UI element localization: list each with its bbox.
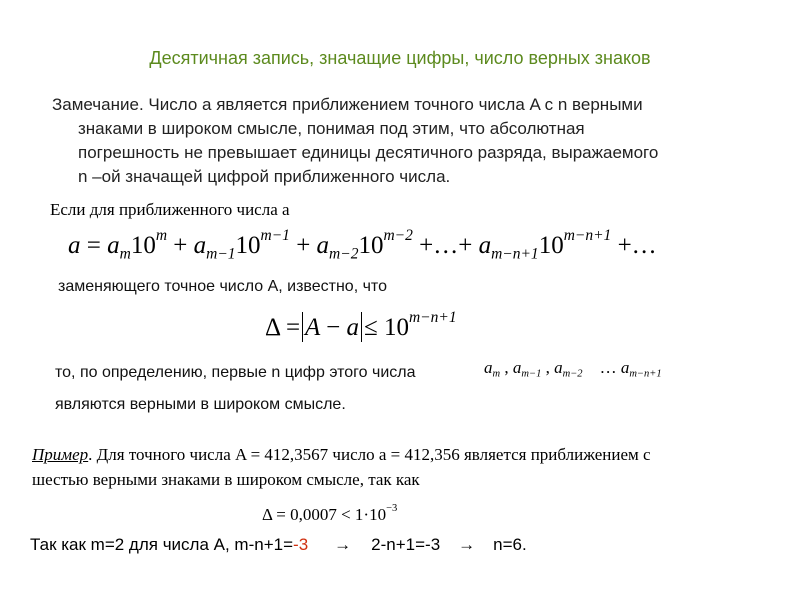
example-label: Пример [32,445,89,464]
are-text: являются верными в широком смысле. [55,396,346,413]
example-line-1 [32,445,651,465]
arrow-1-icon: → [334,535,352,554]
final-part-1: Так как m=2 для числа A, m-n+1= [30,535,294,554]
remark-line-2: знаками в широком смысле, понимая под этим, что абсолютная [78,119,585,138]
digits-list: $a_m$ , $a_{m-1}$ , $a_{m-2}$ … $a_{m-n+1}$ [484,358,662,380]
delta-inequality: $\Delta = A - a \le 10^{m-n+1}$ [265,308,457,341]
final-part-2: 2-n+1=-3 [371,535,441,554]
example-delta-text: Δ = 0,0007 < 1·10 [262,505,387,524]
slide-title: Десятичная запись, значащие цифры, число верных знаков [149,48,651,68]
remark-line-1: Замечание. Число a является приближением точного числа A с n верными [52,95,643,114]
remark-line-4: n –ой значащей цифрой приближенного числа. [78,167,451,186]
final-part-3: n=6. [493,535,527,554]
final-value: -3 [293,535,309,554]
if-text: Если для приближенного числа a [50,200,290,219]
example-delta [262,505,397,525]
replacing-text: заменяющего точное число A, известно, что [58,278,387,295]
then-text: то, по определению, первые n цифр этого числа [55,364,416,381]
expansion-formula: $a = a_m10^m + a_{m-1}10^{m-1} + a_{m-2}10^{m-2}$ +…+ $a_{m-n+1}10^{m-n+1}$ +… [68,226,657,263]
example-delta-exp: −3 [386,503,398,515]
example-line-2: шестью верными знаками в широком смысле, так как [32,470,420,489]
arrow-2-icon: → [458,535,476,554]
final-line [30,535,527,555]
example-text-1: . Для точного числа A = 412,3567 число a = 412,356 является приближением с [88,445,651,464]
remark-line-3: погрешность не превышает единицы десятичного разряда, выражаемого [78,143,659,162]
